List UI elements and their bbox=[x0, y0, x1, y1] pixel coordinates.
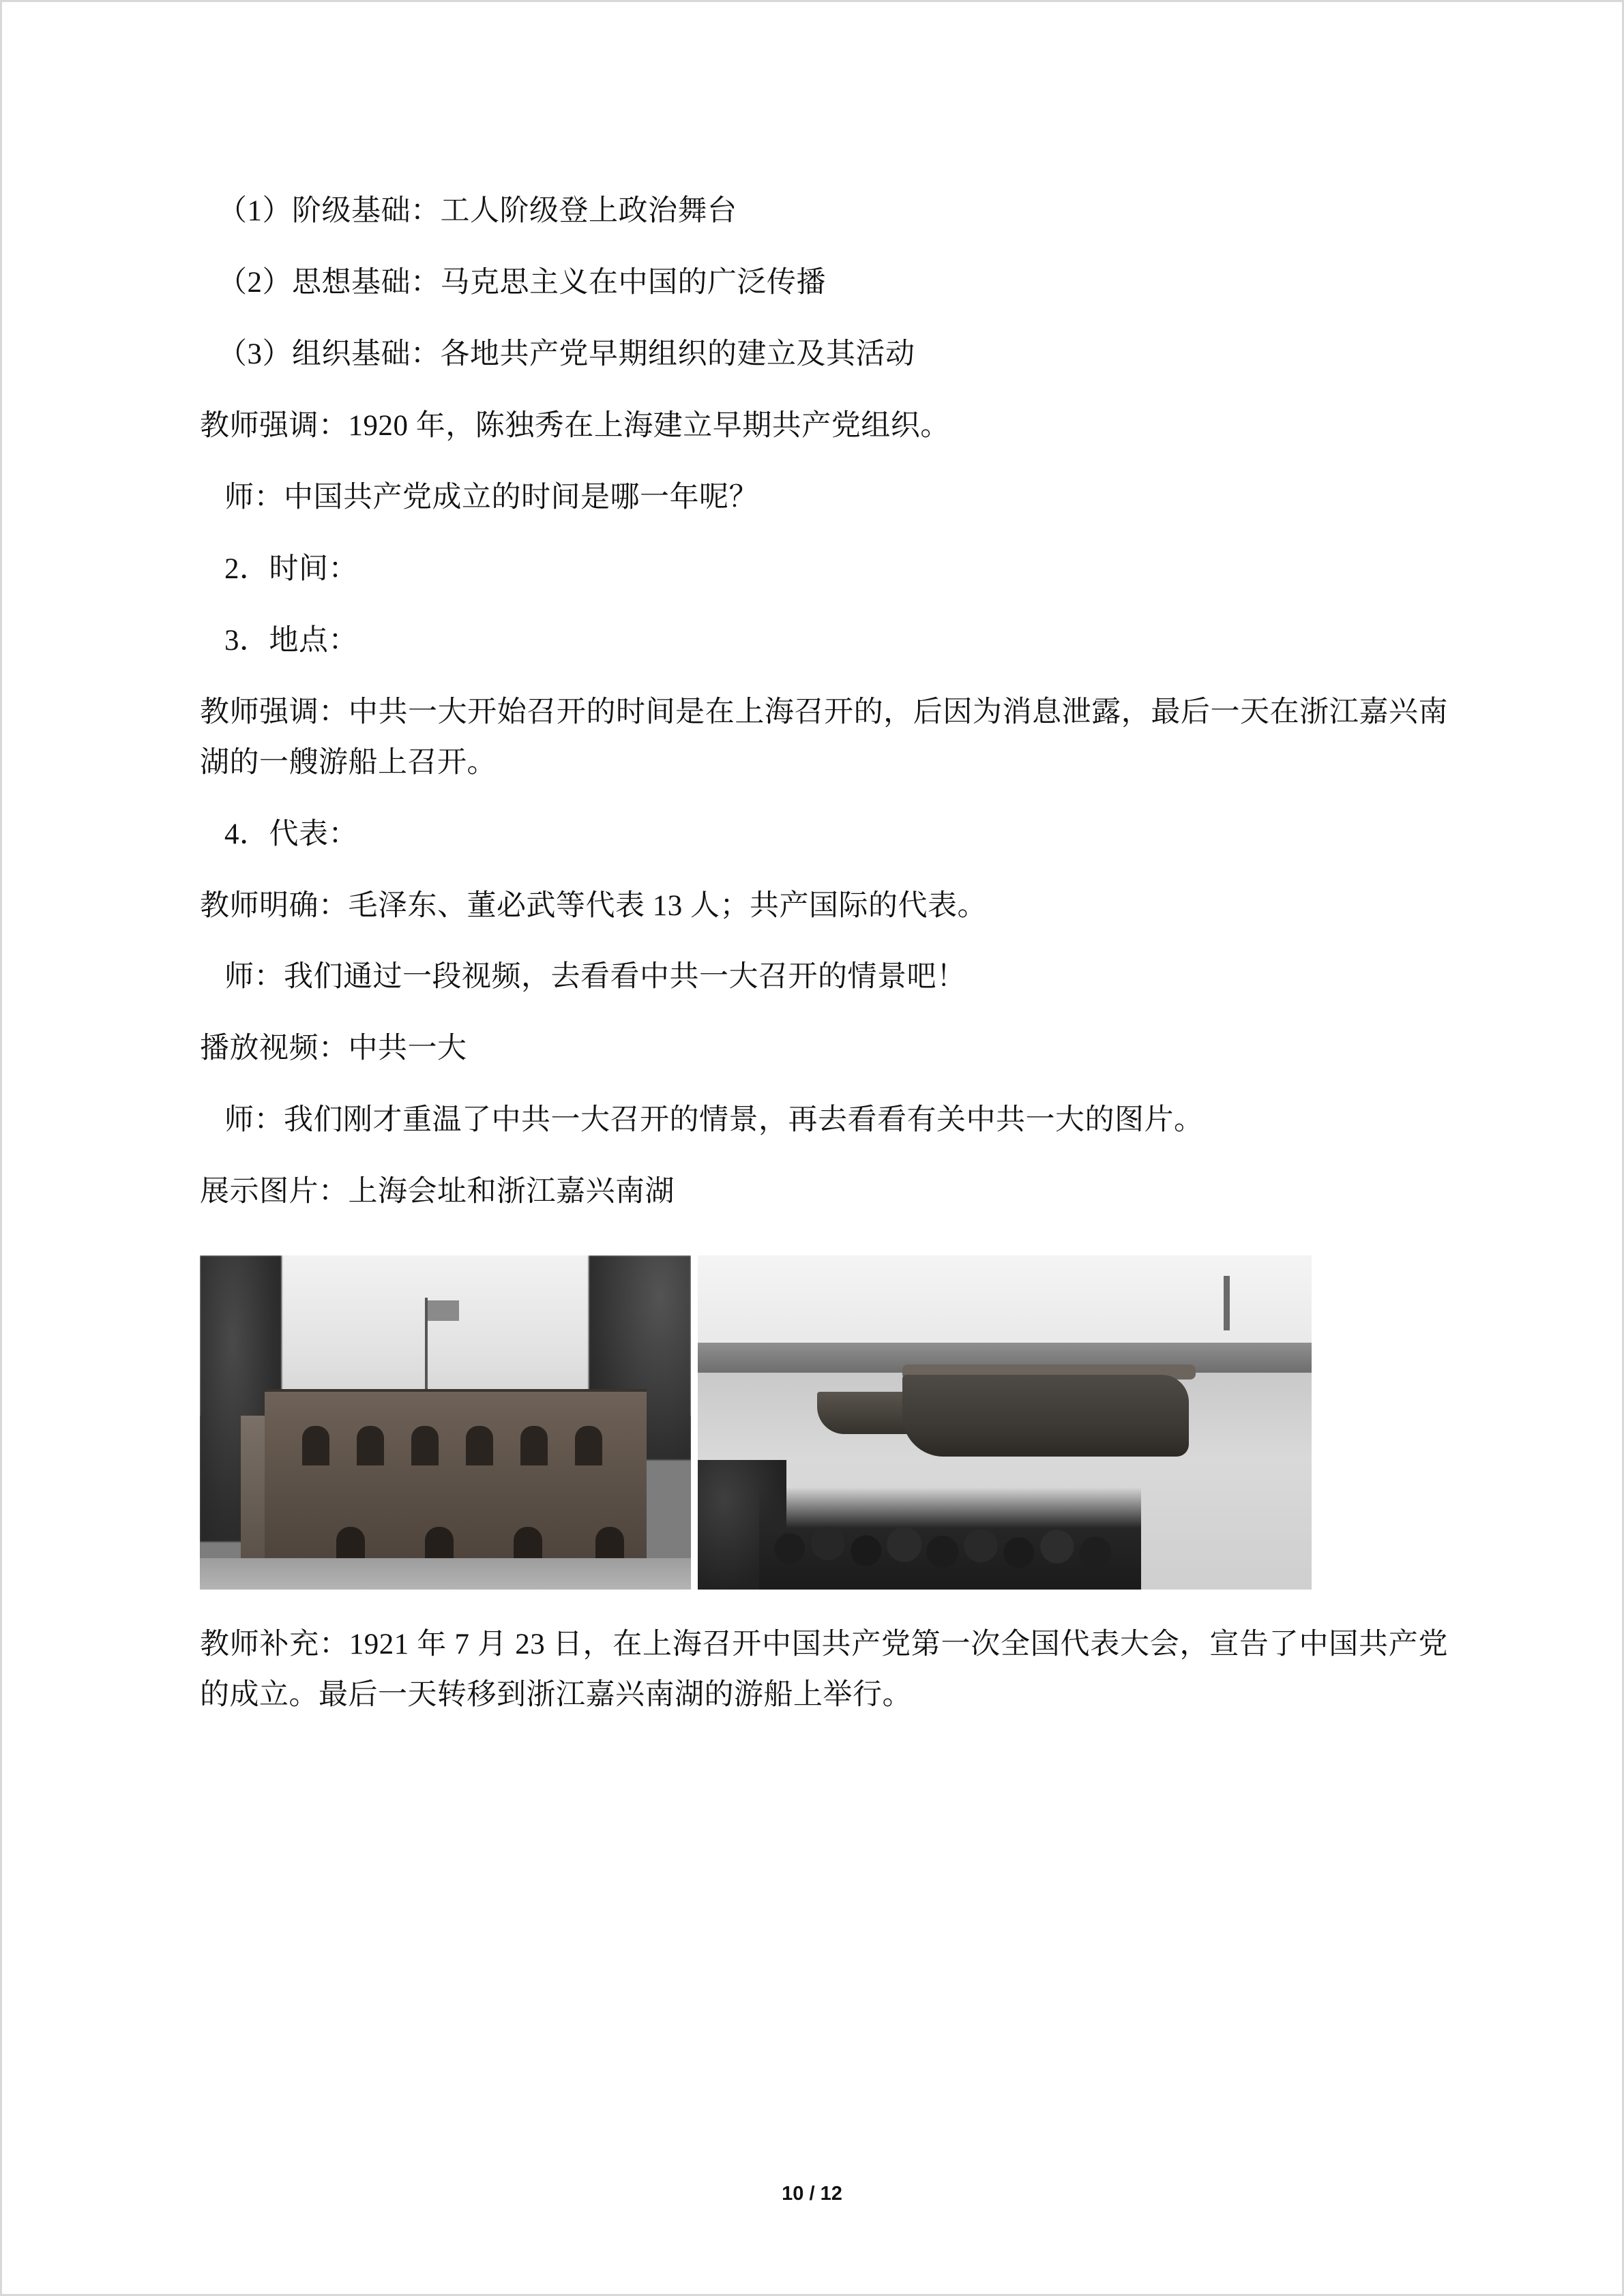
paragraph-play-video: 播放视频：中共一大 bbox=[200, 1032, 467, 1065]
paragraph-teacher-video-intro: 师：我们通过一段视频，去看看中共一大召开的情景吧！ bbox=[224, 961, 966, 994]
paragraph-class-basis: （1）阶级基础：工人阶级登上政治舞台 bbox=[218, 195, 737, 227]
paragraph-organizational-basis: （3）组织基础：各地共产党早期组织的建立及其活动 bbox=[218, 338, 915, 370]
paragraph-teacher-emphasis-1920: 教师强调：1920 年，陈独秀在上海建立早期共产党组织。 bbox=[200, 409, 950, 442]
paragraph-item-delegates: 4．代表： bbox=[224, 818, 358, 850]
flag-icon bbox=[428, 1300, 459, 1321]
photo-shanghai-site bbox=[200, 1255, 691, 1590]
paragraph-teacher-review-video: 师：我们刚才重温了中共一大召开的情景，再去看看有关中共一大的图片。 bbox=[224, 1104, 1204, 1137]
paragraph-item-place: 3．地点： bbox=[224, 624, 358, 657]
paragraph-ideological-basis: （2）思想基础：马克思主义在中国的广泛传播 bbox=[218, 266, 826, 299]
image-group bbox=[200, 1255, 1448, 1590]
photo-jiaxing-nanhu-boat bbox=[698, 1255, 1312, 1590]
paragraph-teacher-clarify-delegates: 教师明确：毛泽东、董必武等代表 13 人；共产国际的代表。 bbox=[200, 889, 987, 922]
paragraph-teacher-supplement: 教师补充：1921 年 7 月 23 日，在上海召开中国共产党第一次全国代表大会，宣告了中国共产党的成立。最后一天转移到浙江嘉兴南湖的游船上举行。 bbox=[200, 1628, 1448, 1712]
paragraph-show-pictures: 展示图片：上海会址和浙江嘉兴南湖 bbox=[200, 1176, 675, 1208]
paragraph-teacher-question-year: 师：中国共产党成立的时间是哪一年呢？ bbox=[224, 481, 758, 513]
paragraph-item-time: 2．时间： bbox=[224, 552, 358, 585]
paragraph-teacher-emphasis-meeting: 教师强调：中共一大开始召开的时间是在上海召开的，后因为消息泄露，最后一天在浙江嘉兴南湖的一艘游船上召开。 bbox=[200, 696, 1448, 779]
document-body bbox=[200, 186, 1448, 1742]
page-number: 10 / 12 bbox=[782, 2183, 842, 2205]
